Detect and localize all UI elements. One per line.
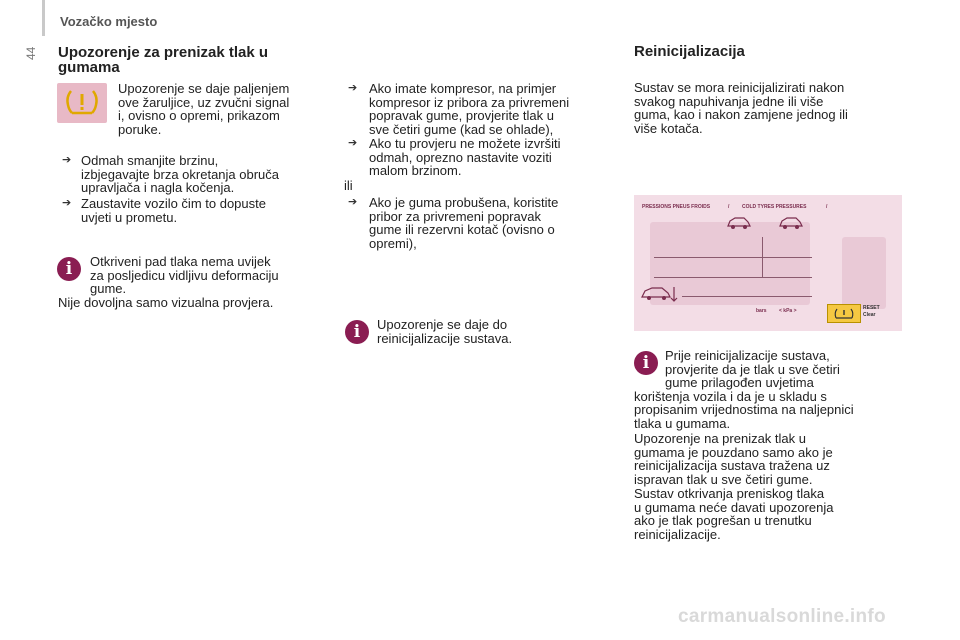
middle-note [377,318,512,345]
text-line: odmah, oprezno nastavite voziti [369,149,552,165]
left-bullet-1 [62,154,279,195]
page-number: 44 [24,46,38,60]
right-para-3 [634,487,833,541]
text-line: ako je tlak pogrešan u trenutku [634,513,812,528]
text-line: Upozorenje se daje paljenjem [118,81,290,96]
info-icon: i [57,257,81,281]
car-load-icon [640,283,680,310]
text-line: reinicijalizacija sustava tražena uz [634,458,830,473]
section-title: Vozačko mjesto [60,14,158,29]
bullet-arrow-icon: ➔ [62,154,72,166]
heading-reset: Reinicijalizacija [634,43,745,60]
text-line: kompresor iz pribora za privremeni [369,94,570,110]
watermark: carmanualsonline.info [678,606,886,627]
text-line: Prije reinicijalizacije sustava, [665,348,830,363]
info-icon: i [634,351,658,375]
text-line: Upozorenje na prenizak tlak u [634,431,806,446]
text-line: Ako je guma probušena, koristite [369,195,559,210]
label-kpa: < kPa > [779,308,797,314]
left-last: Nije dovoljna samo vizualna provjera. [58,295,274,310]
text-line: reinicijalizacije. [634,526,721,542]
header-bar [42,0,45,36]
text-line: tlaka u gumama. [634,415,731,431]
tpms-warning-icon [57,83,107,123]
text-line: propisanim vrijednostima na naljepnici [634,402,854,417]
text-line: Upozorenje se daje do [377,317,508,332]
heading-line: Upozorenje za prenizak tlak u [58,44,269,61]
text-line: Sustav se mora reinicijalizirati nakon [634,80,845,95]
text-line: guma, kao i nakon zamjene jednog ili [634,107,848,122]
text-line: upravljača i nagla kočenja. [81,180,235,195]
bullet-arrow-icon: ➔ [348,82,358,94]
text-line: više kotača. [634,120,703,136]
tyre-pressure-label [634,195,902,331]
text-line: Ako tu provjeru ne možete izvršiti [369,136,561,151]
text-line: izbjegavajte brza okretanja obruča [81,166,280,182]
text-line: Zaustavite vozilo čim to dopuste [81,196,266,211]
left-intro [118,82,289,136]
middle-bullet-2 [348,137,560,178]
text-line: sve četiri gume (kad se ohlade), [369,121,554,137]
right-note-first [665,349,840,390]
bullet-arrow-icon: ➔ [62,197,72,209]
text-line: korištenja vozila i da je u skladu s [634,388,827,404]
text-line: svakog napuhivanja jedne ili više [634,93,824,109]
label-column-line [762,237,763,277]
right-intro [634,81,848,135]
text-line: i, ovisno o opremi, prikazom [118,108,280,123]
info-icon: i [345,320,369,344]
text-line: u gumama neće davati upozorenja [634,499,834,515]
label-row-line [654,257,812,258]
text-line: ove žaruljice, uz zvučni signal [118,94,290,110]
text-line: opremi), [369,235,417,251]
text-line: gume ili rezervni kotač (ovisno o [369,222,555,237]
heading-low-pressure [58,45,268,75]
text-line: gume. [90,281,127,296]
text-line: pribor za privremeni popravak [369,208,541,224]
text-line: Ako imate kompresor, na primjer [369,81,557,96]
text-line: ispravan tlak u sve četiri gume. [634,471,813,487]
label-row-line [654,277,812,278]
left-note [90,255,279,296]
middle-bullet-3 [348,196,558,250]
text-line: reinicijalizacije sustava. [377,330,513,346]
text-line: popravak gume, provjerite tlak u [369,108,554,123]
label-side-box [842,237,886,309]
text-line: gumama je pouzdano samo ako je [634,444,833,460]
middle-bullet-1 [348,82,569,136]
label-row-line [682,296,812,297]
bullet-arrow-icon: ➔ [348,196,358,208]
text-line: uvjeti u prometu. [81,209,178,225]
right-para-2 [634,432,833,486]
label-clear: Clear [863,312,876,318]
bullet-arrow-icon: ➔ [348,137,358,149]
label-bars: bars [756,308,767,314]
tpms-warning-icon-graphic [57,83,107,123]
heading-line: gumama [58,59,120,76]
reset-button-icon [827,304,861,323]
ili-text: ili [344,178,353,193]
text-line: malom brzinom. [369,163,462,178]
text-line: Odmah smanjite brzinu, [81,153,219,168]
label-title-en: COLD TYRES PRESSURES [742,204,807,210]
right-note-rest [634,390,854,431]
text-line: Sustav otkrivanja preniskog tlaka [634,486,825,501]
label-separator: / [728,204,730,210]
label-separator: / [826,204,828,210]
car-rear-icon [778,216,804,235]
label-reset: RESET [863,305,880,311]
text-line: provjerite da je tlak u sve četiri [665,361,840,377]
label-title-fr: PRESSIONS PNEUS FROIDS [642,204,711,210]
text-line: za posljedicu vidljivu deformaciju [90,267,279,283]
text-line: gume prilagođen uvjetima [665,375,814,390]
text-line: poruke. [118,121,162,137]
text-line: Otkriveni pad tlaka nema uvijek [90,254,271,269]
car-front-icon [726,216,752,235]
left-bullet-2 [62,197,266,224]
